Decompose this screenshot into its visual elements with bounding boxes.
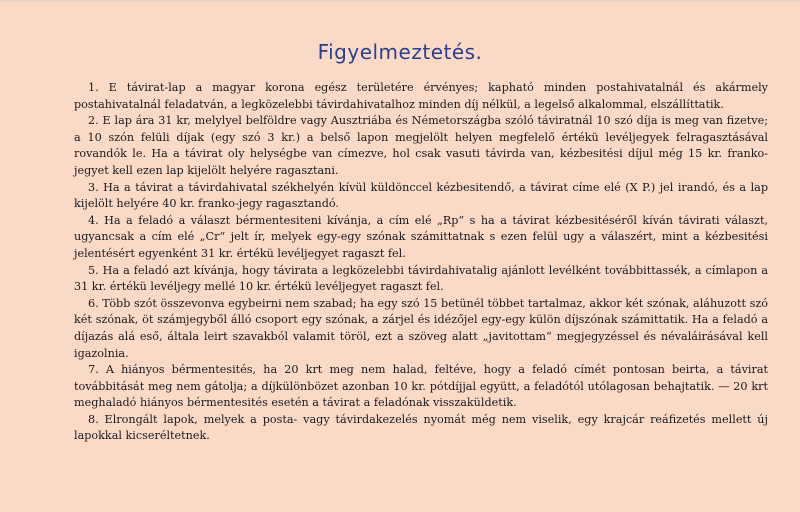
notice-title: Figyelmeztetés. bbox=[317, 40, 483, 64]
notice-paragraph-6: 6. Több szót összevonva egybeirni nem szabad; ha egy szó 15 betünél többet tartalmaz, akkor két szónak, aláhuzott szó két szónak, öt számjegyből álló csoport egy szónak, a zárjel és idézőjel egy-egy külön díjszónak számittatik. Ha a feladó a díjazás alá eső, általa leirt szavakból valamit töröl, ezt a szöveg alatt „javitottam“ megjegyzéssel és névaláirásával kell igazolnia. bbox=[74, 296, 768, 360]
notice-body bbox=[74, 80, 768, 445]
notice-paragraph-4: 4. Ha a feladó a választ bérmentesiteni kívánja, a cím elé „Rp“ s ha a távirat kézbesitéséről kíván távirati választ, ugyancsak a cím elé „Cr“ jelt ír, melyek egy-egy szónak számittatnak s ezen felül ugy a válaszért, mint a kézbesitési jelentésért egyenként 31 kr. értékü levéljegyet ragaszt fel. bbox=[74, 213, 768, 260]
notice-paragraph-7: 7. A hiányos bérmentesités, ha 20 krt meg nem halad, feltéve, hogy a feladó címét pontosan beirta, a távirat továbbitását meg nem gátolja; a díjkülönbözet azonban 10 kr. pótdíjjal együtt, a feladótól utólagosan behajtatik. — 20 krt meghaladó hiányos bérmentesités esetén a távirat a feladónak visszaküldetik. bbox=[74, 363, 768, 410]
notice-paragraph-2: 2. E lap ára 31 kr, melylyel belföldre vagy Ausztriába és Németországba szóló táviratnál 10 szó díja is meg van fizetve; a 10 szón felüli díjak (egy szó 3 kr.) a belső lapon megjelölt helyen megfelelő értékü levéljegyek felragasztásával rovandók le. Ha a távirat oly helységbe van címezve, hol csak vasuti távirda van, kézbesitési díjul még 15 kr. franko-jegyet kell ezen lap kijelölt helyére ragasztani. bbox=[74, 114, 768, 177]
notice-paragraph-3: 3. Ha a távirat a távirdahivatal székhelyén kívül küldönccel kézbesitendő, a távirat címe elé (X P.) jel irandó, és a lap kijelölt helyére 40 kr. franko-jegy ragasztandó. bbox=[74, 180, 768, 211]
notice-paragraph-5: 5. Ha a feladó azt kívánja, hogy távirata a legközelebbi távirdahivatalig ajánlott levélként továbbittassék, a címlapon a 31 kr. értékü levéljegy mellé 10 kr. értékü levéljegyet ragaszt fel. bbox=[74, 263, 768, 294]
notice-paragraph-8: 8. Elrongált lapok, melyek a posta- vagy távirdakezelés nyomát még nem viselik, egy krajcár reáfizetés mellett új lapokkal kicseréltetnek. bbox=[74, 412, 768, 443]
notice-paragraph-1: 1. E távirat-lap a magyar korona egész területére érvényes; kapható minden postahivatalnál és akármely postahivatalnál feladatván, a legközelebbi távirdahivatalhoz minden díj nélkül, a legelső alkalommal, elszállíttatik. bbox=[74, 81, 768, 111]
